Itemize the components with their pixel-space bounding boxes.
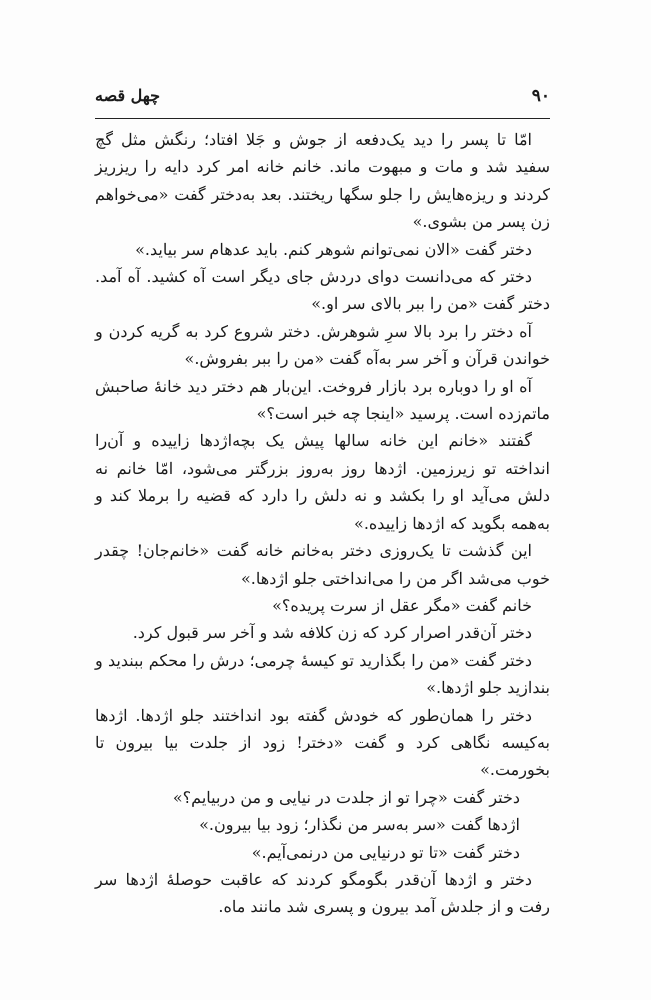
paragraph: این گذشت تا یک‌روزی دختر به‌خانم خانه گفت «خانم‌جان! چقدر خوب می‌شد اگر من را می‌انداختی جلو اژدها.»	[95, 541, 550, 588]
paragraph: دختر گفت «من را بگذارید تو کیسهٔ چرمی؛ درش را محکم ببندید و بندازید جلو اژدها.»	[95, 650, 550, 698]
page-header	[95, 86, 550, 116]
paragraph: دختر گفت «چرا تو از جلدت در نیایی و من دربیایم؟»	[172, 787, 520, 807]
paragraph: گفتند «خانم این خانه سالها پیش یک بچه‌اژدها زاییده و آن‌را انداخته تو زیرزمین. اژدها روز به‌روز بزرگتر می‌شود، امّا خانم نه دلش می‌آید او را بکشد و نه دلش را دارد که قضیه را برملا کند و به‌همه بگوید که اژدها زاییده.»	[95, 431, 550, 533]
paragraph: دختر را همان‌طور که خودش گفته بود انداختند جلو اژدها. اژدها به‌کیسه نگاهی کرد و گفت «دختر! زود از جلدت بیا بیرون تا بخورمت.»	[95, 705, 550, 780]
paragraph: دختر که می‌دانست دوای درد‌ش جای دیگر است آه کشید. آه آمد. دختر گفت «من را ببر بالای سر او.»	[95, 267, 550, 314]
story-text	[95, 126, 550, 921]
paragraph: دختر آن‌قدر اصرار کرد که زن کلافه شد و آخر سر قبول کرد.	[132, 623, 532, 643]
paragraph: آه دختر را برد بالا سرِ شوهرش. دختر شروع کرد به گریه کردن و خواندن قرآن و آخر سر به‌آه گفت «من را ببر بفروش.»	[95, 321, 550, 369]
book-title: چهل قصه	[95, 86, 161, 105]
paragraph: خانم گفت «مگر عقل از سرت پریده؟»	[272, 595, 532, 615]
paragraph: دختر گفت «الان نمی‌توانم شوهر کنم. باید عدهام سر بیاید.»	[135, 239, 532, 259]
page-number: ۹۰	[531, 86, 550, 106]
paragraph: امّا تا پسر را دید یک‌دفعه از جوش و جَلا افتاد؛ رنگش مثل گچ سفید شد و مات و مبهوت ماند. خانم خانه امر کرد دایه را ریزریز کردند و ریزه‌هایش را جلو سگها ریختند. بعد به‌دختر گفت «می‌خواهم زن پسر من بشوی.»	[95, 130, 550, 232]
header-divider	[95, 118, 550, 119]
paragraph: دختر و اژدها آن‌قدر بگومگو کردند که عاقبت حوصلهٔ اژدها سر رفت و از جلدش آمد بیرون و پسری شد مانند ماه.	[95, 869, 550, 917]
paragraph: آه او را دوباره برد بازار فروخت. این‌بار هم دختر دید خانهٔ صاحبش ماتم‌زده است. پرسید «اینجا چه خبر است؟»	[95, 376, 550, 424]
paragraph: دختر گفت «تا تو درنیایی من درنمی‌آیم.»	[251, 842, 520, 862]
paragraph: اژدها گفت «سر به‌سر من نگذار؛ زود بیا بیرون.»	[199, 815, 520, 835]
